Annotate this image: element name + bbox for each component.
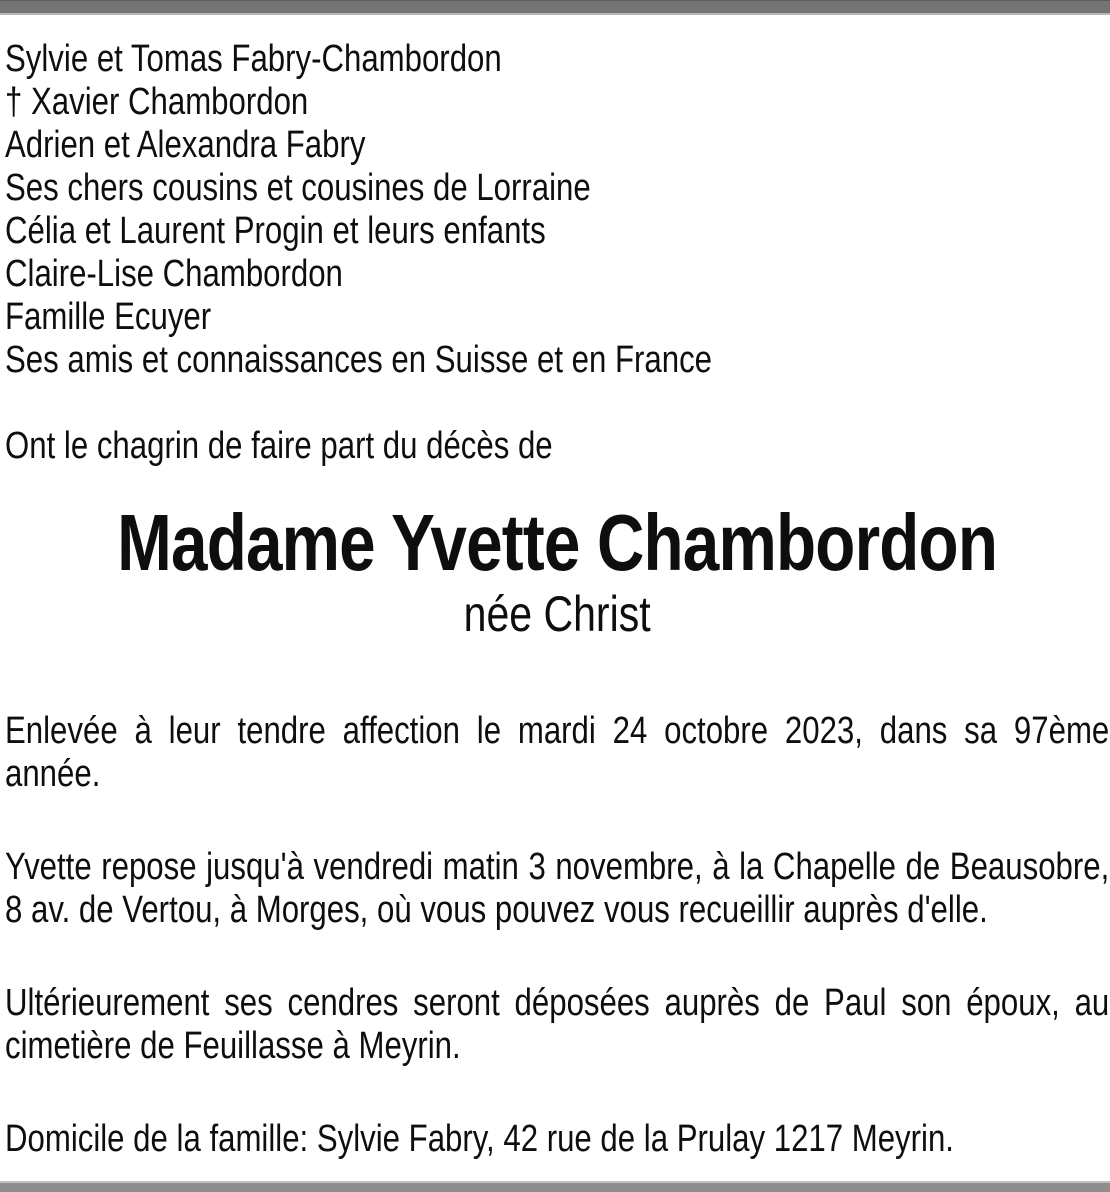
mourners-list bbox=[5, 38, 1109, 382]
mourner-line: Claire-Lise Chambordon bbox=[5, 253, 343, 295]
interment-paragraph: Ultérieurement ses cendres seront déposées auprès de Paul son époux, au cimetière de Feuillasse à Meyrin. bbox=[5, 982, 1110, 1067]
deceased-name-title: Madame Yvette Chambordon bbox=[117, 498, 998, 587]
mourner-line-deceased-relative: † Xavier Chambordon bbox=[5, 81, 309, 123]
mourner-line: Adrien et Alexandra Fabry bbox=[5, 124, 366, 166]
bottom-border-bar bbox=[0, 1181, 1110, 1192]
announcement-intro: Ont le chagrin de faire part du décès de bbox=[5, 425, 553, 467]
top-border-bar bbox=[0, 0, 1110, 15]
maiden-name: née Christ bbox=[463, 586, 651, 642]
death-notice bbox=[5, 17, 1109, 1161]
viewing-location-paragraph: Yvette repose jusqu'à vendredi matin 3 novembre, à la Chapelle de Beausobre, 8 av. de Vertou, à Morges, où vous pouvez vous recueillir auprès d'elle. bbox=[5, 846, 1110, 931]
mourner-line: Ses chers cousins et cousines de Lorraine bbox=[5, 167, 591, 209]
mourner-line: Famille Ecuyer bbox=[5, 296, 212, 338]
mourner-line: Célia et Laurent Progin et leurs enfants bbox=[5, 210, 546, 252]
death-date-paragraph: Enlevée à leur tendre affection le mardi 24 octobre 2023, dans sa 97ème année. bbox=[5, 710, 1110, 795]
mourner-line: Ses amis et connaissances en Suisse et en France bbox=[5, 339, 713, 381]
family-address-paragraph: Domicile de la famille: Sylvie Fabry, 42 rue de la Prulay 1217 Meyrin. bbox=[5, 1118, 954, 1160]
mourner-line: Sylvie et Tomas Fabry-Chambordon bbox=[5, 38, 502, 80]
